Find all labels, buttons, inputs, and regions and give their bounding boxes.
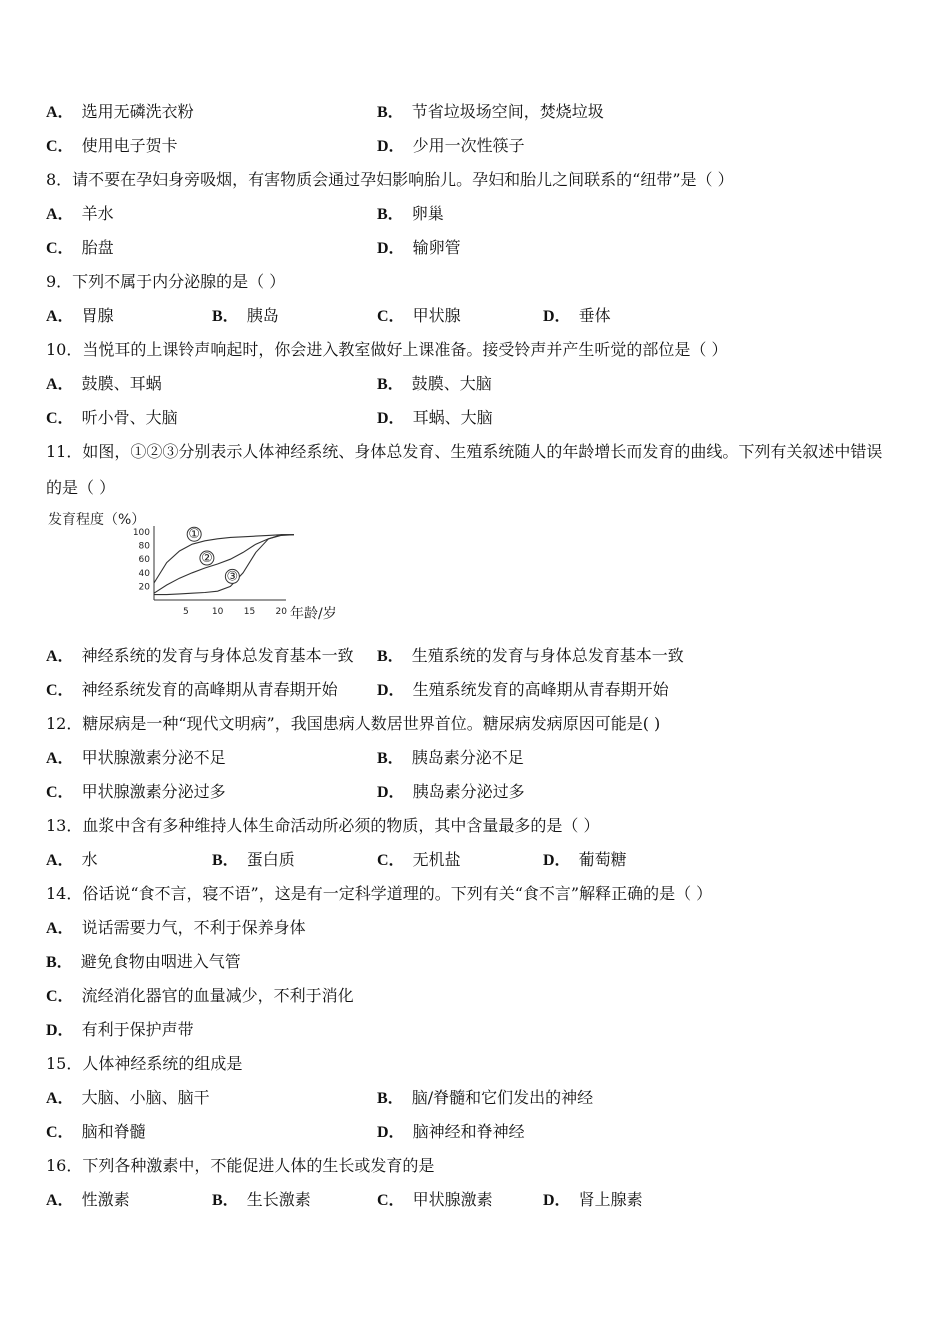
series-label: ②: [201, 551, 213, 567]
series-line-2: [154, 535, 294, 594]
option-text: 脑/脊髓和它们发出的神经: [411, 1088, 594, 1107]
q7-option-b: [377, 102, 604, 123]
q16-option-c: [377, 1190, 493, 1211]
q9-option-d: [543, 306, 611, 327]
option-label: B．: [377, 104, 404, 121]
q10-option-a: [46, 374, 162, 395]
q14-option-a: [46, 918, 306, 939]
option-label: C．: [377, 308, 405, 325]
q7-option-d: [377, 136, 525, 157]
option-label: D．: [46, 1022, 74, 1039]
q9-stem: 9．下列不属于内分泌腺的是（ ）: [46, 272, 286, 291]
option-text: 使用电子贺卡: [81, 136, 178, 155]
q11-option-b: [377, 646, 684, 667]
option-label: C．: [46, 410, 74, 427]
q15-stem: 15．人体神经系统的组成是: [46, 1054, 243, 1073]
option-label: B．: [212, 852, 239, 869]
q16-stem: 16．下列各种激素中，不能促进人体的生长或发育的是: [46, 1156, 435, 1175]
option-label: A．: [46, 308, 74, 325]
q13-option-d: [543, 850, 627, 871]
option-text: 输卵管: [412, 238, 461, 257]
option-label: C．: [46, 784, 74, 801]
option-label: D．: [377, 138, 405, 155]
option-text: 甲状腺: [412, 306, 461, 325]
x-tick-label: 5: [182, 607, 189, 617]
q8-stem: 8．请不要在孕妇身旁吸烟，有害物质会通过孕妇影响胎儿。孕妇和胎儿之间联系的“纽带”是（ ）: [46, 170, 734, 189]
option-text: 性激素: [81, 1190, 130, 1209]
option-text: 生殖系统的发育与身体总发育基本一致: [411, 646, 684, 665]
option-label: D．: [543, 852, 571, 869]
q13-option-b: [212, 850, 295, 871]
q15-option-a: [46, 1088, 210, 1109]
option-text: 肾上腺素: [578, 1190, 643, 1209]
option-label: D．: [377, 682, 405, 699]
option-text: 流经消化器官的血量减少，不利于消化: [81, 986, 354, 1005]
option-label: A．: [46, 852, 74, 869]
option-label: B．: [377, 750, 404, 767]
q14-option-c: [46, 986, 354, 1007]
x-tick-label: 20: [275, 607, 287, 617]
option-label: A．: [46, 648, 74, 665]
q14-option-b: [46, 952, 241, 973]
option-text: 选用无磷洗衣粉: [81, 102, 194, 121]
option-text: 卵巢: [411, 204, 444, 223]
option-text: 胰岛素分泌不足: [411, 748, 524, 767]
option-text: 大脑、小脑、脑干: [81, 1088, 210, 1107]
q16-option-a: [46, 1190, 130, 1211]
q12-option-d: [377, 782, 525, 803]
option-text: 听小骨、大脑: [81, 408, 178, 427]
option-text: 水: [81, 850, 98, 869]
q8-option-b: [377, 204, 444, 225]
option-label: C．: [46, 1124, 74, 1141]
option-label: D．: [543, 308, 571, 325]
option-text: 垂体: [578, 306, 611, 325]
x-tick-label: 10: [211, 607, 224, 617]
option-text: 脑神经和脊神经: [412, 1122, 525, 1141]
option-label: D．: [543, 1192, 571, 1209]
q9-option-b: [212, 306, 279, 327]
q13-option-a: [46, 850, 98, 871]
q8-option-c: [46, 238, 114, 259]
option-text: 甲状腺激素: [412, 1190, 493, 1209]
series-line-3: [154, 535, 294, 595]
option-text: 鼓膜、大脑: [411, 374, 492, 393]
q11-option-a: [46, 646, 354, 667]
option-label: C．: [377, 1192, 405, 1209]
q7-option-a: [46, 102, 194, 123]
option-text: 胰岛素分泌过多: [412, 782, 525, 801]
q12-option-b: [377, 748, 524, 769]
option-label: C．: [46, 988, 74, 1005]
option-label: B．: [46, 954, 73, 971]
option-text: 葡萄糖: [578, 850, 627, 869]
q8-option-a: [46, 204, 114, 225]
option-text: 甲状腺激素分泌过多: [81, 782, 226, 801]
option-text: 避免食物由咽进入气管: [80, 952, 241, 971]
option-label: A．: [46, 104, 74, 121]
chart-series: [154, 535, 294, 595]
option-label: A．: [46, 1090, 74, 1107]
option-label: D．: [377, 410, 405, 427]
q10-option-c: [46, 408, 178, 429]
q11-stem-line1: 11．如图，①②③分别表示人体神经系统、身体总发育、生殖系统随人的年龄增长而发育的曲线。下列有关叙述中错误: [46, 442, 883, 461]
q16-option-d: [543, 1190, 643, 1211]
option-label: A．: [46, 376, 74, 393]
q15-option-b: [377, 1088, 593, 1109]
option-text: 神经系统发育的高峰期从青春期开始: [81, 680, 338, 699]
option-text: 生殖系统发育的高峰期从青春期开始: [412, 680, 669, 699]
y-tick-label: 40: [138, 568, 150, 579]
chart-x-ticks: [183, 607, 287, 617]
chart-y-ticks: [133, 528, 150, 592]
option-text: 无机盐: [412, 850, 461, 869]
y-tick-label: 80: [138, 541, 150, 552]
series-line-1: [154, 535, 294, 583]
y-tick-label: 60: [138, 555, 150, 566]
option-label: C．: [46, 138, 74, 155]
q12-option-c: [46, 782, 226, 803]
series-label: ①: [188, 527, 201, 543]
option-text: 少用一次性筷子: [412, 136, 525, 155]
q10-stem: 10．当悦耳的上课铃声响起时，你会进入教室做好上课准备。接受铃声并产生听觉的部位是（ ）: [46, 340, 728, 359]
option-label: C．: [377, 852, 405, 869]
chart-series-labels: [187, 527, 239, 584]
chart-xlabel: 年龄/岁: [290, 606, 337, 622]
option-text: 胎盘: [81, 238, 114, 257]
q9-option-c: [377, 306, 461, 327]
option-label: B．: [212, 308, 239, 325]
x-tick-label: 15: [243, 607, 256, 617]
option-label: C．: [46, 682, 74, 699]
option-text: 耳蜗、大脑: [412, 408, 493, 427]
development-chart: [46, 508, 356, 626]
q8-option-d: [377, 238, 461, 259]
option-text: 蛋白质: [246, 850, 295, 869]
option-text: 脑和脊髓: [81, 1122, 146, 1141]
option-label: A．: [46, 206, 74, 223]
option-text: 鼓膜、耳蜗: [81, 374, 162, 393]
option-label: D．: [377, 1124, 405, 1141]
option-label: B．: [377, 206, 404, 223]
option-text: 胃腺: [81, 306, 114, 325]
option-label: A．: [46, 1192, 74, 1209]
q11-option-d: [377, 680, 669, 701]
option-text: 生长激素: [246, 1190, 311, 1209]
option-text: 胰岛: [246, 306, 279, 325]
q10-option-b: [377, 374, 492, 395]
q11-stem-line2: 的是（ ）: [46, 478, 116, 497]
q12-option-a: [46, 748, 226, 769]
option-text: 羊水: [81, 204, 114, 223]
q13-option-c: [377, 850, 461, 871]
option-label: C．: [46, 240, 74, 257]
option-label: B．: [377, 648, 404, 665]
q14-option-d: [46, 1020, 194, 1041]
option-label: D．: [377, 240, 405, 257]
q12-stem: 12．糖尿病是一种“现代文明病”，我国患病人数居世界首位。糖尿病发病原因可能是( ): [46, 714, 661, 733]
option-text: 说话需要力气，不利于保养身体: [81, 918, 306, 937]
option-text: 有利于保护声带: [81, 1020, 194, 1039]
option-label: D．: [377, 784, 405, 801]
series-label: ③: [226, 569, 239, 585]
chart-ylabel: 发育程度（%）: [48, 512, 146, 528]
q13-stem: 13．血浆中含有多种维持人体生命活动所必须的物质，其中含量最多的是（ ）: [46, 816, 600, 835]
option-label: A．: [46, 920, 74, 937]
q11-option-c: [46, 680, 338, 701]
option-text: 节省垃圾场空间，焚烧垃圾: [411, 102, 604, 121]
q10-option-d: [377, 408, 493, 429]
q7-option-c: [46, 136, 178, 157]
q16-option-b: [212, 1190, 311, 1211]
option-label: A．: [46, 750, 74, 767]
q9-option-a: [46, 306, 114, 327]
option-label: B．: [212, 1192, 239, 1209]
option-label: B．: [377, 1090, 404, 1107]
option-text: 甲状腺激素分泌不足: [81, 748, 226, 767]
q14-stem: 14．俗话说“食不言，寝不语”，这是有一定科学道理的。下列有关“食不言”解释正确的是（ ）: [46, 884, 713, 903]
option-label: B．: [377, 376, 404, 393]
option-text: 神经系统的发育与身体总发育基本一致: [81, 646, 354, 665]
y-tick-label: 100: [132, 528, 150, 538]
y-tick-label: 20: [138, 582, 150, 593]
q15-option-c: [46, 1122, 146, 1143]
q15-option-d: [377, 1122, 525, 1143]
